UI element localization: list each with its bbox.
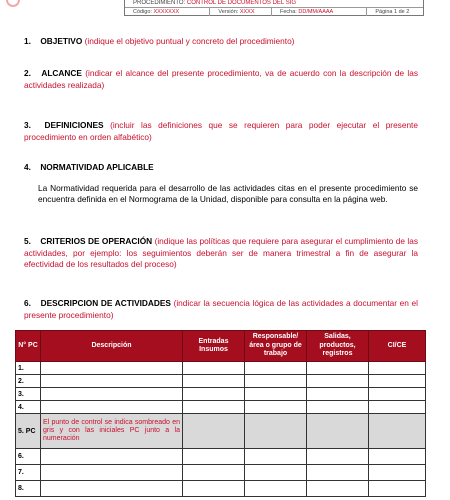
col-header-num: N° PC [16,331,41,362]
cell-inputs[interactable] [183,449,245,465]
cell-resp[interactable] [245,481,307,497]
col-header-outputs: Salidas, productos, registros [307,331,369,362]
section-hint: (indique las políticas que requiere para asegurar el cumplimiento de las actividades, por ejemplo: los seguimientos deberán ser de manera trimestral a fin de asegurar la efectividad de los resultados del proceso) [24,236,418,269]
section-number: 5. [24,236,31,246]
cell-inputs[interactable] [183,401,245,414]
date-label: Fecha: [280,9,297,15]
cell-outputs[interactable] [307,449,369,465]
col-header-desc: Descripción [41,331,183,362]
institution-logo [6,0,20,7]
col-header-resp: Responsable/ área o grupo de trabajo [245,331,307,362]
cell-cice[interactable] [369,375,426,388]
row-number: 2. [16,375,41,388]
table-row-control-point [16,414,426,449]
procedure-label: PROCEDIMIENTO: [133,0,186,6]
table-row [16,465,426,481]
cell-resp[interactable] [245,375,307,388]
section-title: ALCANCE [41,68,82,78]
cell-resp[interactable] [245,465,307,481]
code-label: Código: [133,9,152,15]
cell-desc[interactable] [41,465,183,481]
cell-outputs[interactable] [307,465,369,481]
row-number: 6. [16,449,41,465]
header-date-cell [272,8,367,16]
code-value: XXXXXXX [153,9,180,15]
cell-cice[interactable] [369,481,426,497]
section-title: NORMATIVIDAD APLICABLE [40,162,154,172]
cell-outputs[interactable] [307,414,369,449]
cell-desc[interactable] [41,388,183,401]
cell-inputs[interactable] [183,388,245,401]
header-meta-row [125,8,423,16]
cell-cice[interactable] [369,414,426,449]
section-title: DESCRIPCION DE ACTIVIDADES [40,298,171,308]
section-alcance [24,68,418,91]
row-number: 5. PC [16,414,41,449]
activities-table [15,330,426,497]
cell-cice[interactable] [369,401,426,414]
cell-desc[interactable] [41,362,183,375]
cell-resp[interactable] [245,362,307,375]
cell-inputs[interactable] [183,481,245,497]
cell-cice[interactable] [369,465,426,481]
header-page-cell [367,8,423,16]
row-number: 1. [16,362,41,375]
cell-cice[interactable] [369,449,426,465]
page-indicator: Página 1 de 2 [375,9,410,15]
section-normatividad [24,162,418,174]
cell-inputs[interactable] [183,362,245,375]
row-number: 7. [16,465,41,481]
section-number: 6. [24,298,31,308]
pc-note[interactable]: El punto de control se indica sombreado en gris y con las iniciales PC junto a la numeración [41,414,183,449]
section-objetivo [24,36,418,48]
cell-resp[interactable] [245,414,307,449]
col-header-inputs: Entradas Insumos [183,331,245,362]
row-number: 3. [16,388,41,401]
cell-inputs[interactable] [183,465,245,481]
section-number: 4. [24,162,31,172]
section-hint: (indicar la secuencia lógica de las actividades a documentar en el presente procedimiento) [24,298,418,320]
cell-outputs[interactable] [307,481,369,497]
row-number: 4. [16,401,41,414]
section-title: DEFINICIONES [44,120,104,130]
header-version-cell [210,8,272,16]
section-hint: (incluir las definiciones que se requieren para poder ejecutar el presente procedimiento en orden alfabético) [24,120,418,142]
cell-desc[interactable] [41,481,183,497]
cell-resp[interactable] [245,388,307,401]
cell-desc[interactable] [41,401,183,414]
section-hint: (indicar el alcance del presente procedimiento, va de acuerdo con la descripción de las actividades realizada) [24,68,418,90]
cell-resp[interactable] [245,401,307,414]
section-title: OBJETIVO [40,36,83,46]
section-number: 1. [24,36,31,46]
cell-outputs[interactable] [307,388,369,401]
cell-outputs[interactable] [307,401,369,414]
section-number: 2. [24,68,31,78]
cell-outputs[interactable] [307,362,369,375]
table-row [16,375,426,388]
cell-resp[interactable] [245,449,307,465]
version-value: XXXX [239,9,255,15]
cell-desc[interactable] [41,375,183,388]
cell-cice[interactable] [369,388,426,401]
date-value: DD/MM/AAAA [298,9,334,15]
normatividad-body: La Normatividad requerida para el desarrollo de las actividades citas en el presente procedimiento se encuentra definida en el Normograma de la Unidad, disponible para consulta en la página web. [38,183,418,204]
header-code-cell [125,8,210,16]
table-row [16,481,426,497]
section-descripcion-actividades [24,298,418,321]
row-number: 8. [16,481,41,497]
section-definiciones [24,120,418,143]
cell-outputs[interactable] [307,375,369,388]
cell-cice[interactable] [369,362,426,375]
cell-inputs[interactable] [183,375,245,388]
table-row [16,449,426,465]
section-hint: (indique el objetivo puntual y concreto del procedimiento) [84,36,295,46]
section-number: 3. [24,120,31,130]
table-header-row [16,331,426,362]
cell-desc[interactable] [41,449,183,465]
table-row [16,401,426,414]
document-header [124,0,424,16]
section-criterios [24,236,418,271]
table-row [16,362,426,375]
table-row [16,388,426,401]
header-procedure-row [125,0,423,8]
version-label: Versión: [218,9,239,15]
procedure-value: CONTROL DE DOCUMENTOS DEL SIG [186,0,297,6]
col-header-cice: CI/CE [369,331,426,362]
section-title: CRITERIOS DE OPERACIÓN [40,236,153,246]
cell-inputs[interactable] [183,414,245,449]
